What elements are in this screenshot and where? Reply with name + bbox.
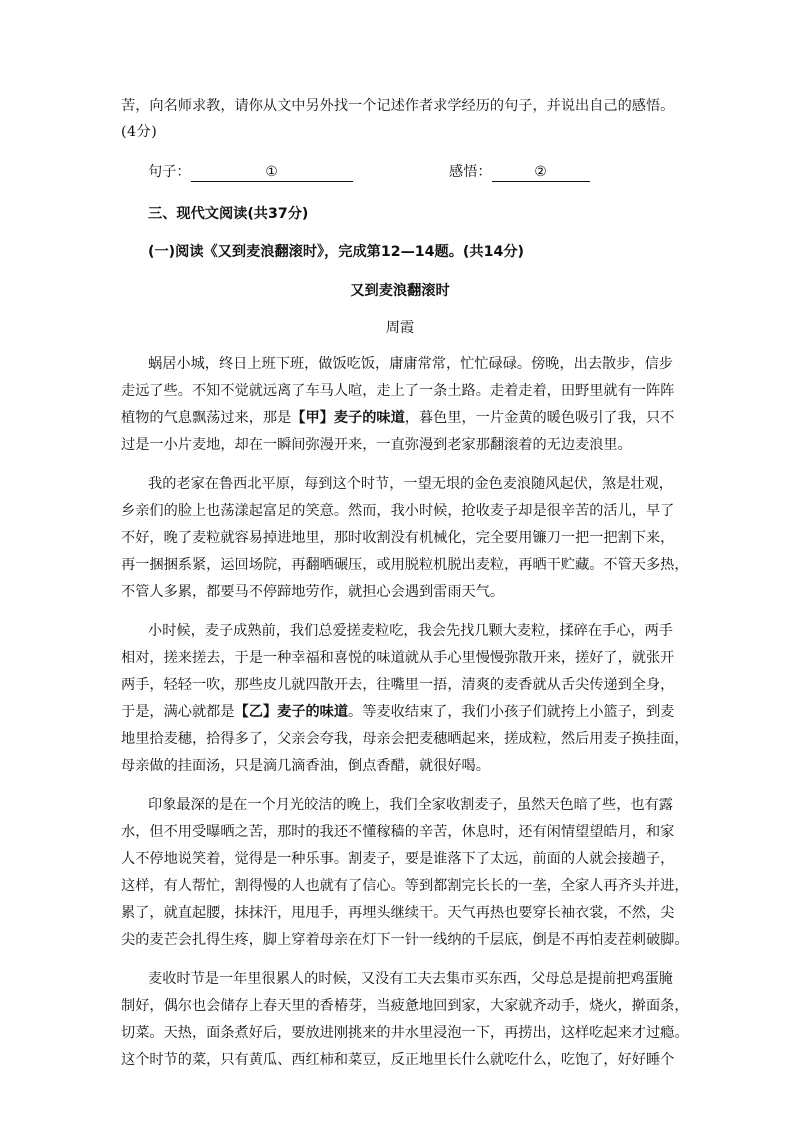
question-text: 苦，向名师求教，请你从文中另外找一个记述作者求学经历的句子，并说出自己的感悟。 xyxy=(121,98,675,114)
article-title: 又到麦浪翻滚时 xyxy=(350,283,450,299)
insight-label: 感悟： xyxy=(449,164,492,180)
paragraph-4-line: 水，但不用受曝晒之苦，那时的我还不懂稼穑的辛苦，休息时，还有闲情望望皓月，和家 xyxy=(121,824,675,840)
paragraph-1-line: 植物的气息飘荡过来，那是【甲】麦子的味道，暮色里，一片金黄的暖色吸引了我，只不 xyxy=(121,410,675,426)
paragraph-2-line: 不好，晚了麦粒就容易掉进地里，那时收割没有机械化，完全要用镰刀一把一把割下来， xyxy=(121,530,675,546)
paragraph-3-line: 地里拾麦穗，拾得多了，父亲会夸我，母亲会把麦穗晒起来，搓成粒，然后用麦子换挂面， xyxy=(121,731,689,747)
marked-phrase-jia: 【甲】麦子的味道 xyxy=(291,410,405,426)
answer-sentence-row xyxy=(148,162,353,182)
paragraph-5-line: 制好，偶尔也会储存上春天里的香椿芽，当疲惫地回到家，大家就齐动手，烧火，擀面条， xyxy=(121,998,689,1014)
paragraph-4-line: 这样，有人帮忙，割得慢的人也就有了信心。等到都割完长长的一垄，全家人再齐头并进， xyxy=(121,878,689,894)
insight-answer-blank[interactable]: ② xyxy=(492,163,590,182)
paragraph-2-line: 不管人多累，都要马不停蹄地劳作，就担心会遇到雷雨天气。 xyxy=(121,584,505,600)
paragraph-2-line: 我的老家在鲁西北平原，每到这个时节，一望无垠的金色麦浪随风起伏，煞是壮观， xyxy=(148,476,673,492)
paragraph-4-line: 尖的麦芒会扎得生疼，脚上穿着母亲在灯下一针一线纳的千层底，倒是不再怕麦茬刺破脚。 xyxy=(121,932,689,948)
article-author: 周霞 xyxy=(385,320,415,336)
question-score: (4分) xyxy=(121,124,158,140)
paragraph-1-line: 蜗居小城，终日上班下班，做饭吃饭，庸庸常常，忙忙碌碌。傍晚，出去散步，信步 xyxy=(148,356,673,372)
paragraph-5-line: 这个时节的菜，只有黄瓜、西红柿和菜豆，反正地里长什么就吃什么，吃饱了，好好睡个 xyxy=(121,1052,675,1068)
paragraph-5-line: 麦收时节是一年里很累人的时候，又没有工夫去集市买东西，父母总是提前把鸡蛋腌 xyxy=(148,971,673,987)
section-heading: 三、现代文阅读(共37分) xyxy=(148,206,309,222)
paragraph-3-line: 母亲做的挂面汤，只是滴几滴香油，倒点香醋，就很好喝。 xyxy=(121,758,490,774)
sentence-answer-blank[interactable]: ① xyxy=(191,163,353,182)
paragraph-5-line: 切菜。天热，面条煮好后，要放进刚挑来的井水里浸泡一下，再捞出，这样吃起来才过瘾。 xyxy=(121,1025,689,1041)
paragraph-2-line: 乡亲们的脸上也荡漾起富足的笑意。然而，我小时候，抢收麦子却是很辛苦的活儿，早了 xyxy=(121,503,675,519)
paragraph-1-line: 过是一小片麦地，却在一瞬间弥漫开来，一直弥漫到老家那翻滚着的无边麦浪里。 xyxy=(121,437,632,453)
paragraph-4-line: 累了，就直起腰，抹抹汗，甩甩手，再埋头继续干。天气再热也要穿长袖衣裳，不然，尖 xyxy=(121,905,675,921)
paragraph-3-line: 相对，搓来搓去，于是一种幸福和喜悦的味道就从手心里慢慢弥散开来，搓好了，就张开 xyxy=(121,650,675,666)
paragraph-3-line: 两手，轻轻一吹，那些皮儿就四散开去，往嘴里一捂，清爽的麦香就从舌尖传递到全身， xyxy=(121,677,675,693)
paragraph-4-line: 印象最深的是在一个月光皎洁的晚上，我们全家收割麦子，虽然天色暗了些，也有露 xyxy=(148,797,673,813)
sentence-label: 句子： xyxy=(148,164,191,180)
answer-insight-row xyxy=(449,162,590,182)
paragraph-3-line: 小时候，麦子成熟前，我们总爱搓麦粒吃，我会先找几颗大麦粒，揉碎在手心，两手 xyxy=(148,623,673,639)
paragraph-1-line: 走远了些。不知不觉就远离了车马人喧，走上了一条土路。走着走着，田野里就有一阵阵 xyxy=(121,383,675,399)
marked-phrase-yi: 【乙】麦子的味道 xyxy=(234,704,349,720)
paragraph-2-line: 再一捆捆系紧，运回场院，再翻晒碾压，或用脱粒机脱出麦粒，再晒干贮藏。不管天多热， xyxy=(121,557,689,573)
paragraph-3-line: 于是，满心就都是【乙】麦子的味道。等麦收结束了，我们小孩子们就挎上小篮子，到麦 xyxy=(121,704,675,720)
section-subheading: (一)阅读《又到麦浪翻滚时》，完成第12—14题。(共14分) xyxy=(148,244,525,260)
paragraph-4-line: 人不停地说笑着，觉得是一种乐事。割麦子，要是谁落下了太远，前面的人就会接趟子， xyxy=(121,851,675,867)
